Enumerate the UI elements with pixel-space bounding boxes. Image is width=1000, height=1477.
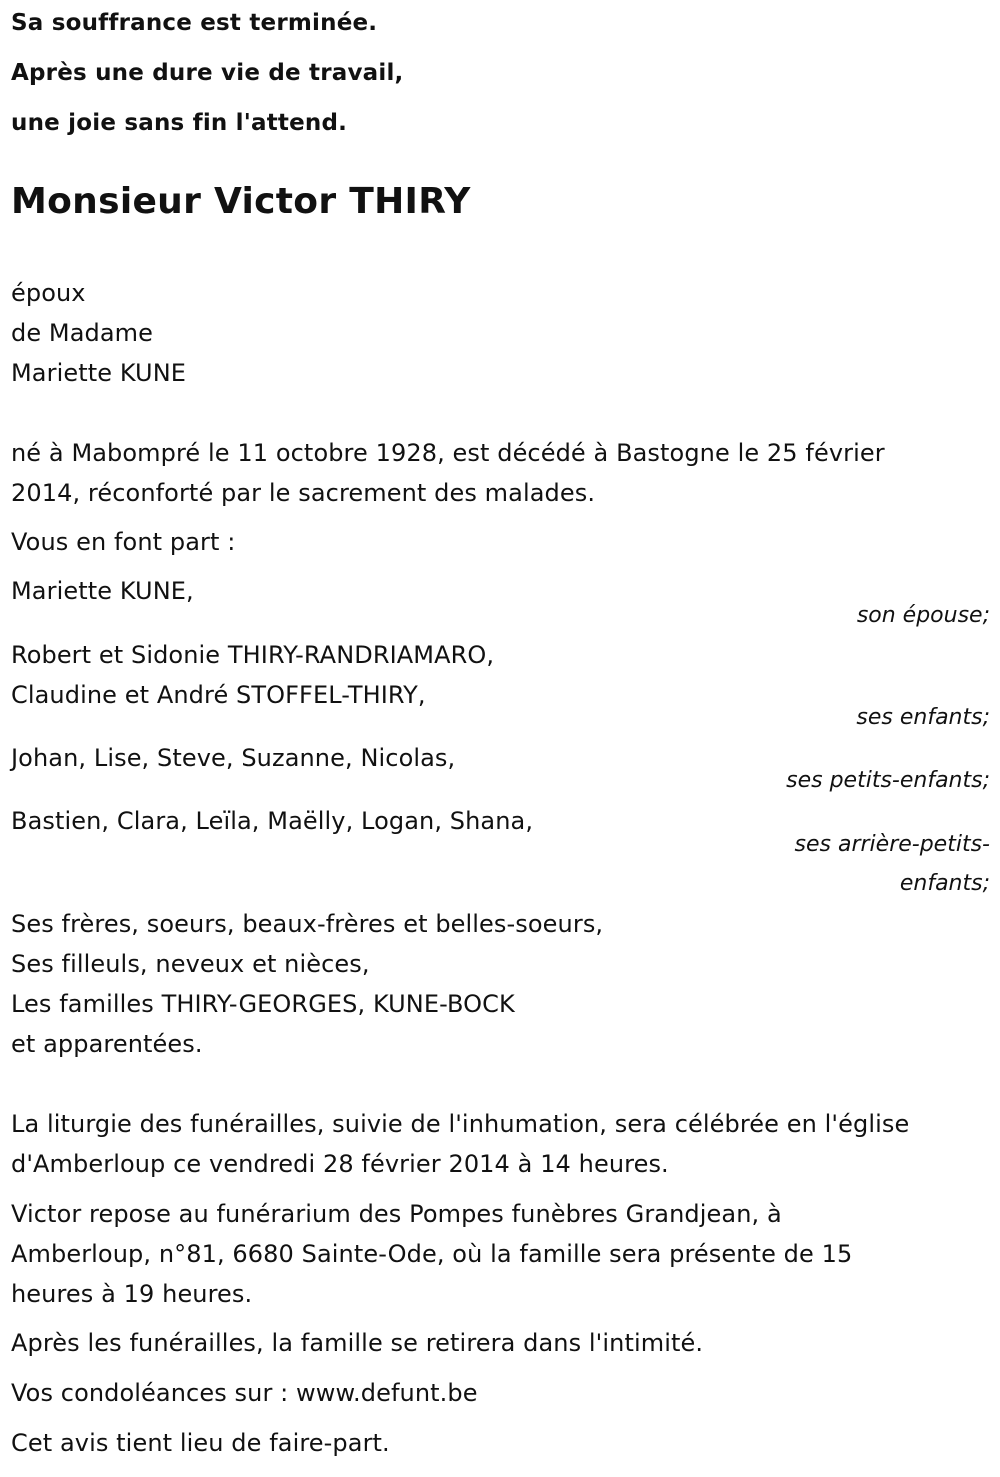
extended-family-line-2: Ses filleuls, neveux et nièces, <box>11 950 370 978</box>
family-spouse-name: Mariette KUNE, <box>11 577 194 605</box>
visitation-line-3: heures à 19 heures. <box>11 1280 253 1308</box>
family-great-grandchildren-relation-1: ses arrière-petits- <box>794 832 990 857</box>
privacy-note: Après les funérailles, la famille se retirera dans l'intimité. <box>11 1329 704 1357</box>
visitation-line-1: Victor repose au funérarium des Pompes funèbres Grandjean, à <box>11 1200 782 1228</box>
extended-family-line-4: et apparentées. <box>11 1030 203 1058</box>
extended-family-line-3: Les familles THIRY-GEORGES, KUNE-BOCK <box>11 990 515 1018</box>
announcement-intro: Vous en font part : <box>11 528 236 556</box>
family-grandchildren-name: Johan, Lise, Steve, Suzanne, Nicolas, <box>11 744 456 772</box>
spouse-line-1: époux <box>11 279 86 307</box>
deceased-name: Monsieur Victor THIRY <box>11 181 471 222</box>
family-children-name-1: Robert et Sidonie THIRY-RANDRIAMARO, <box>11 641 495 669</box>
condolences-note: Vos condoléances sur : www.defunt.be <box>11 1379 478 1407</box>
family-great-grandchildren-relation-2: enfants; <box>899 871 990 896</box>
family-children-name-2: Claudine et André STOFFEL-THIRY, <box>11 681 426 709</box>
extended-family-line-1: Ses frères, soeurs, beaux-frères et belles-soeurs, <box>11 910 604 938</box>
birth-death-line-2: 2014, réconforté par le sacrement des malades. <box>11 479 596 507</box>
visitation-line-2: Amberloup, n°81, 6680 Sainte-Ode, où la famille sera présente de 15 <box>11 1240 853 1268</box>
epigraph-line-3: une joie sans fin l'attend. <box>11 110 348 136</box>
spouse-line-3: Mariette KUNE <box>11 359 187 387</box>
closing-note: Cet avis tient lieu de faire-part. <box>11 1429 390 1457</box>
funeral-line-1: La liturgie des funérailles, suivie de l'inhumation, sera célébrée en l'église <box>11 1110 910 1138</box>
family-spouse-relation: son épouse; <box>856 603 990 628</box>
epigraph-line-1: Sa souffrance est terminée. <box>11 10 378 36</box>
family-grandchildren-relation: ses petits-enfants; <box>786 768 990 793</box>
funeral-line-2: d'Amberloup ce vendredi 28 février 2014 à 14 heures. <box>11 1150 669 1178</box>
family-great-grandchildren-name: Bastien, Clara, Leïla, Maëlly, Logan, Shana, <box>11 807 534 835</box>
birth-death-line-1: né à Mabompré le 11 octobre 1928, est décédé à Bastogne le 25 février <box>11 439 885 467</box>
spouse-line-2: de Madame <box>11 319 154 347</box>
epigraph-line-2: Après une dure vie de travail, <box>11 60 404 86</box>
family-children-relation: ses enfants; <box>856 705 990 730</box>
